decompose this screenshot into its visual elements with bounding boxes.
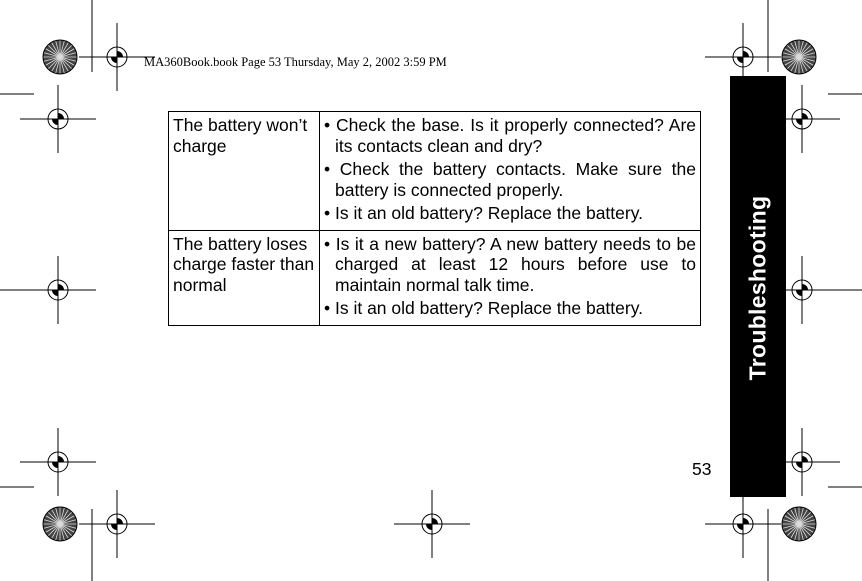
page-number: 53: [692, 459, 712, 479]
registration-mark: [705, 490, 781, 558]
solution-item: • Is it an old battery? Replace the battery.: [324, 203, 644, 223]
registration-mark: [79, 490, 155, 558]
table-row: [169, 230, 701, 325]
section-tab-label: Troubleshooting: [744, 195, 771, 381]
color-bar-target: [782, 507, 816, 541]
problem-cell: The battery won’t charge: [169, 112, 320, 231]
troubleshooting-table: [168, 111, 701, 326]
problem-cell: The battery loses charge faster than normal: [169, 230, 320, 325]
color-bar-target: [43, 507, 77, 541]
registration-mark: [20, 256, 96, 324]
color-bar-target: [43, 40, 77, 74]
registration-mark: [394, 490, 470, 558]
solution-item: • Is it a new battery? A new battery needs to be charged at least 12 hours before use to maintain normal talk time.: [324, 233, 696, 295]
solution-item: • Check the battery contacts. Make sure the battery is connected properly.: [324, 159, 696, 200]
solution-cell: [320, 112, 701, 231]
table-row: [169, 112, 701, 231]
registration-mark: [20, 428, 96, 496]
print-header: MA360Book.book Page 53 Thursday, May 2, 2002 3:59 PM: [144, 55, 447, 69]
solution-item: • Is it an old battery? Replace the battery.: [324, 298, 644, 318]
color-bar-target: [782, 40, 816, 74]
solution-item: • Check the base. Is it properly connected? Are its contacts clean and dry?: [324, 115, 696, 156]
registration-mark: [20, 85, 96, 153]
solution-cell: [320, 230, 701, 325]
